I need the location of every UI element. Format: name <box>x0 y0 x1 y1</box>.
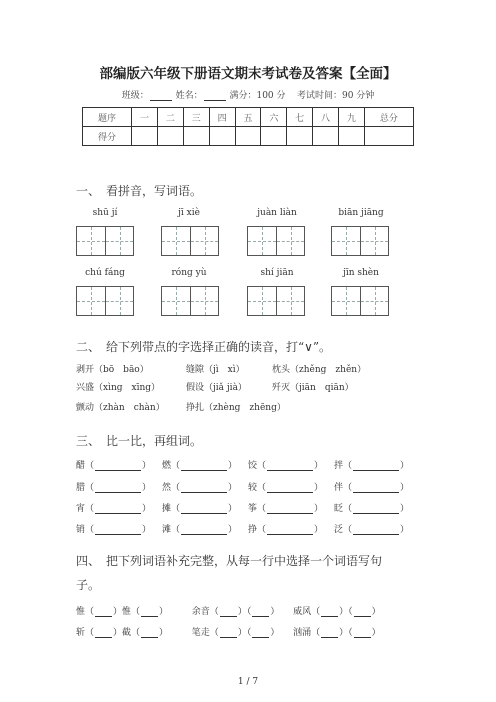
idiom-fragment: ） <box>270 607 280 617</box>
compare-char: 燃 <box>162 461 172 471</box>
answer-blank[interactable] <box>267 526 313 535</box>
idiom-fragment: ） <box>371 607 381 617</box>
class-blank <box>150 91 172 101</box>
score-cell[interactable] <box>235 127 261 146</box>
writing-grid[interactable] <box>161 226 219 256</box>
compare-char: 筝 <box>248 504 258 514</box>
idiom-fragment: ） <box>159 628 169 638</box>
reading-option: 缝隙（jì xì） <box>186 365 245 375</box>
answer-blank[interactable] <box>321 629 338 638</box>
compare-char: 宵 <box>76 504 86 514</box>
name-blank <box>204 91 226 101</box>
score-header-cell: 二 <box>157 108 183 127</box>
score-cell[interactable] <box>287 127 313 146</box>
score-table-header-row <box>83 108 414 127</box>
score-header-cell: 五 <box>235 108 261 127</box>
score-cell[interactable] <box>261 127 287 146</box>
answer-blank[interactable] <box>353 462 399 471</box>
compare-char: 拌 <box>334 461 344 471</box>
score-cell[interactable] <box>364 127 413 146</box>
idiom-fragment: ） <box>371 628 381 638</box>
score-table-score-row <box>83 127 414 146</box>
score-cell[interactable] <box>209 127 235 146</box>
idiom-fragment: 笔走（ <box>191 628 219 638</box>
idiom-fragment: ）（ <box>339 607 353 617</box>
idiom-fragment: ）（ <box>339 628 353 638</box>
score-cell[interactable] <box>183 127 209 146</box>
exam-title: 部编版六年级下册语文期末考试卷及答案【全面】 <box>99 66 397 82</box>
answer-blank[interactable] <box>220 608 237 617</box>
idiom-fragment: 斩（ <box>76 628 95 638</box>
score-cell[interactable] <box>313 127 339 146</box>
score-cell[interactable] <box>338 127 364 146</box>
score-row-label: 得分 <box>83 127 132 146</box>
idiom-fragment: ）惟（ <box>113 607 141 617</box>
answer-blank[interactable] <box>95 462 141 471</box>
compare-char: 摊 <box>162 504 172 514</box>
answer-blank[interactable] <box>252 629 269 638</box>
writing-grid[interactable] <box>76 226 134 256</box>
compare-char: 醋 <box>76 461 86 471</box>
answer-blank[interactable] <box>181 484 227 493</box>
score-header-cell: 一 <box>132 108 158 127</box>
idiom-fragment: ）（ <box>237 628 252 638</box>
idiom-fragment: 惟（ <box>76 607 95 617</box>
compare-row: 醋（ ） 燃（ ） 饺（ ） 拌（ ） <box>76 461 410 471</box>
full-score: 满分：100 分 <box>229 91 286 101</box>
compare-row: 宵（ ） 摊（ ） 筝（ ） 眨（ ） <box>76 504 410 514</box>
answer-blank[interactable] <box>252 608 269 617</box>
answer-blank[interactable] <box>181 462 227 471</box>
score-header-cell: 三 <box>183 108 209 127</box>
compare-char: 眨 <box>334 504 344 514</box>
answer-blank[interactable] <box>267 505 313 514</box>
answer-blank[interactable] <box>267 462 313 471</box>
answer-blank[interactable] <box>267 484 313 493</box>
score-cell[interactable] <box>132 127 158 146</box>
answer-blank[interactable] <box>95 505 141 514</box>
score-header-cell: 题序 <box>83 108 132 127</box>
compare-char: 挣 <box>248 525 258 535</box>
score-header-cell: 九 <box>338 108 364 127</box>
answer-blank[interactable] <box>354 629 371 638</box>
idiom-fragment: ） <box>159 607 169 617</box>
answer-blank[interactable] <box>353 505 399 514</box>
name-label: 姓名： <box>175 91 203 101</box>
writing-grid[interactable] <box>76 286 134 316</box>
class-label: 班级： <box>121 91 149 101</box>
idiom-fragment: ）（ <box>237 607 252 617</box>
pinyin-label: shū jí <box>92 208 118 218</box>
pinyin-label: chú fáng <box>85 268 125 278</box>
pinyin-label: róng yù <box>171 268 207 278</box>
section1-title: 一、 看拼音，写词语。 <box>76 184 203 198</box>
score-header-cell: 七 <box>287 108 313 127</box>
section2-title: 二、 给下列带点的字选择正确的读音，打“∨”。 <box>76 340 332 354</box>
reading-option: 枕头（zhěng zhěn） <box>272 365 367 375</box>
pinyin-label: juàn liàn <box>257 208 297 218</box>
writing-grid[interactable] <box>331 286 389 316</box>
idiom-row <box>76 604 381 617</box>
writing-grid[interactable] <box>247 286 305 316</box>
idiom-fragment: 威风（ <box>293 607 321 617</box>
answer-blank[interactable] <box>141 608 158 617</box>
compare-row: 销（ ） 滩（ ） 挣（ ） 泛（ ） <box>76 525 410 535</box>
pinyin-label: biān jiāng <box>338 208 384 218</box>
score-header-cell: 六 <box>261 108 287 127</box>
score-header-cell: 八 <box>313 108 339 127</box>
compare-char: 销 <box>76 525 86 535</box>
exam-info <box>0 88 496 101</box>
section4-title-line2: 子。 <box>76 578 101 592</box>
reading-option: 假设（jiǎ jià） <box>186 383 247 393</box>
idiom-fragment: ） <box>270 628 280 638</box>
compare-char: 腊 <box>76 483 86 493</box>
reading-option: 歼灭（jiān qiān） <box>272 383 354 393</box>
reading-option: 颤动（zhàn chàn） <box>76 403 165 413</box>
idiom-fragment: ）截（ <box>113 628 141 638</box>
answer-blank[interactable] <box>181 526 227 535</box>
compare-char: 较 <box>248 483 258 493</box>
compare-char: 泛 <box>334 525 344 535</box>
compare-char: 伴 <box>334 483 344 493</box>
pinyin-label: jīn shèn <box>343 268 379 278</box>
answer-blank[interactable] <box>354 608 371 617</box>
writing-grid[interactable] <box>331 226 389 256</box>
reading-option: 剥开（bō bāo） <box>76 365 149 375</box>
answer-blank[interactable] <box>353 526 399 535</box>
compare-char: 滩 <box>162 525 172 535</box>
answer-blank[interactable] <box>95 608 112 617</box>
compare-char: 然 <box>162 483 172 493</box>
idiom-fragment: 余音（ <box>191 607 219 617</box>
page-number: 1 / 7 <box>237 677 259 687</box>
writing-grid[interactable] <box>247 226 305 256</box>
pinyin-label: shí jiān <box>260 268 294 278</box>
answer-blank[interactable] <box>141 629 158 638</box>
score-table <box>82 107 414 146</box>
score-header-cell: 四 <box>209 108 235 127</box>
idiom-fragment: 汹涌（ <box>293 628 321 638</box>
compare-char: 饺 <box>248 461 258 471</box>
section4-title-line1: 四、 把下列词语补充完整，从每一行中选择一个词语写句 <box>76 554 383 568</box>
answer-blank[interactable] <box>95 526 141 535</box>
score-header-cell: 总分 <box>364 108 413 127</box>
score-cell[interactable] <box>157 127 183 146</box>
reading-option: 挣扎（zhèng zhēng） <box>186 403 286 413</box>
compare-row: 腊（ ） 然（ ） 较（ ） 伴（ ） <box>76 483 410 493</box>
answer-blank[interactable] <box>321 608 338 617</box>
answer-blank[interactable] <box>181 505 227 514</box>
writing-grid[interactable] <box>161 286 219 316</box>
pinyin-label: jī xiè <box>178 208 200 218</box>
reading-option: 兴盛（xìng xīng） <box>76 383 161 393</box>
exam-time: 考试时间：90 分钟 <box>296 91 375 101</box>
idiom-row <box>76 625 381 638</box>
answer-blank[interactable] <box>353 484 399 493</box>
answer-blank[interactable] <box>95 484 141 493</box>
answer-blank[interactable] <box>220 629 237 638</box>
answer-blank[interactable] <box>95 629 112 638</box>
section3-title: 三、 比一比，再组词。 <box>76 434 203 448</box>
